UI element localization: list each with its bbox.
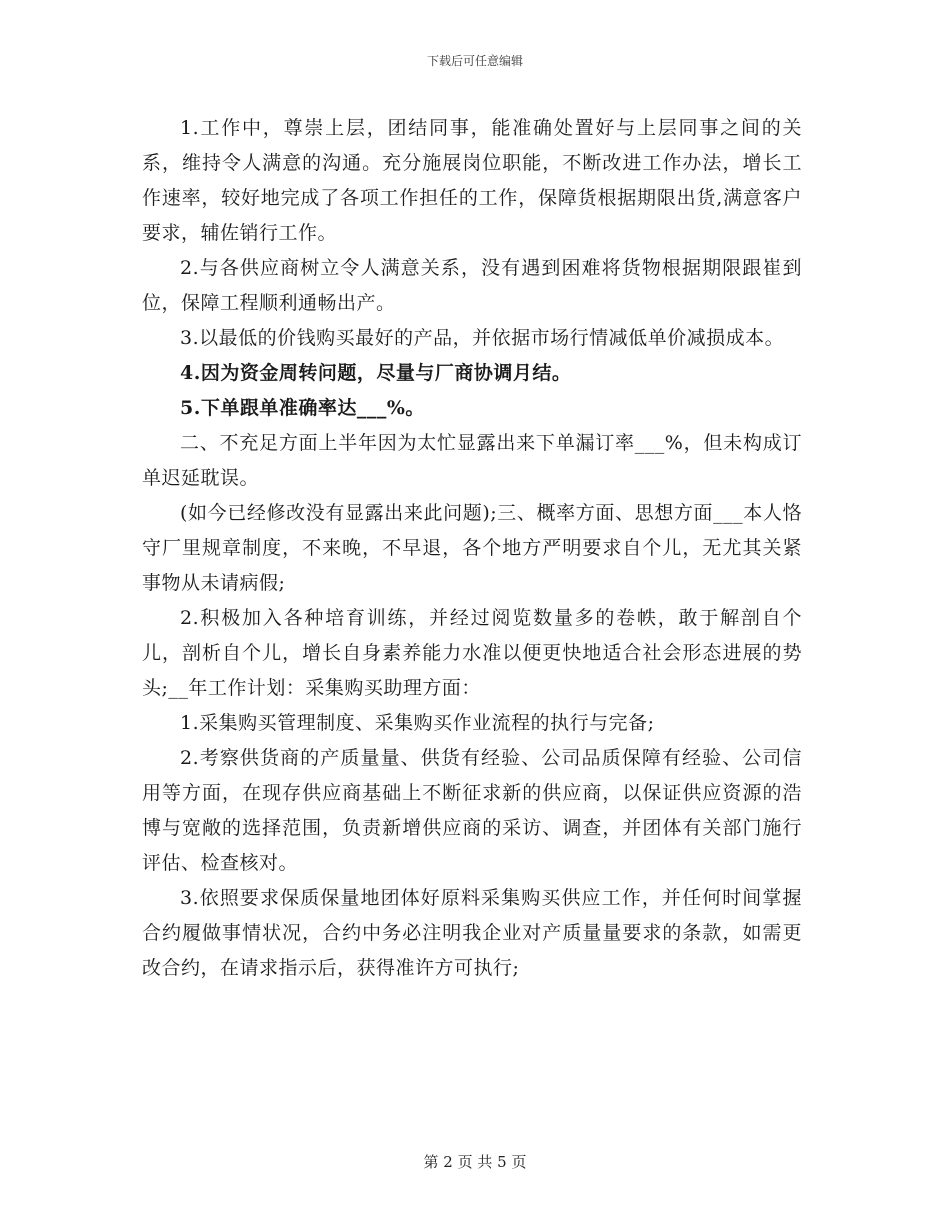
- paragraph-2: 2.与各供应商树立令人满意关系，没有遇到困难将货物根据期限跟崔到位，保障工程顺利通畅出产。: [142, 257, 802, 314]
- paragraph-4: 4.因为资金周转问题，尽量与厂商协调月结。: [180, 362, 572, 384]
- paragraph-3: 3.以最低的价钱购买最好的产品，并依据市场行情减低单价减损成本。: [180, 327, 785, 349]
- page-header: 下载后可任意编辑: [426, 54, 523, 68]
- paragraph-1: 1.工作中，尊崇上层，团结同事，能准确处置好与上层同事之间的关系，维持令人满意的沟通。充分施展岗位职能，不断改进工作办法，增长工作速率，较好地完成了各项工作担任的工作，保障货根据期限出货,满意客户要求，辅佐销行工作。: [142, 117, 802, 244]
- paragraph-5: 5.下单跟单准确率达___%。: [180, 397, 425, 419]
- paragraph-7: (如今已经修改没有显露出来此问题);三、概率方面、思想方面___本人恪守厂里规章制度，不来晚，不早退，各个地方严明要求自个儿，无尤其关紧事物从未请病假;: [142, 502, 802, 594]
- paragraph-10: 2.考察供货商的产质量量、供货有经验、公司品质保障有经验、公司信用等方面，在现存供应商基础上不断征求新的供应商，以保证供应资源的浩博与宽敞的选择范围，负责新增供应商的采访、调查，并团体有关部门施行评估、检查核对。: [142, 747, 802, 874]
- paragraph-6: 二、不充足方面上半年因为太忙显露出来下单漏订率___%，但未构成订单迟延耽误。: [142, 432, 802, 489]
- paragraph-8: 2.积极加入各种培育训练，并经过阅览数量多的卷帙，敢于解剖自个儿，剖析自个儿，增长自身素养能力水准以便更快地适合社会形态进展的势头;__年工作计划：采集购买助理方面：: [142, 607, 802, 699]
- paragraph-9: 1.采集购买管理制度、采集购买作业流程的执行与完备;: [180, 712, 655, 734]
- document-body: [142, 111, 802, 986]
- page-footer: 第 2 页 共 5 页: [423, 1153, 527, 1171]
- paragraph-11: 3.依照要求保质保量地团体好原料采集购买供应工作，并任何时间掌握合约履做事情状况，合约中务必注明我企业对产质量量要求的条款，如需更改合约，在请求指示后，获得准许方可执行;: [142, 887, 802, 979]
